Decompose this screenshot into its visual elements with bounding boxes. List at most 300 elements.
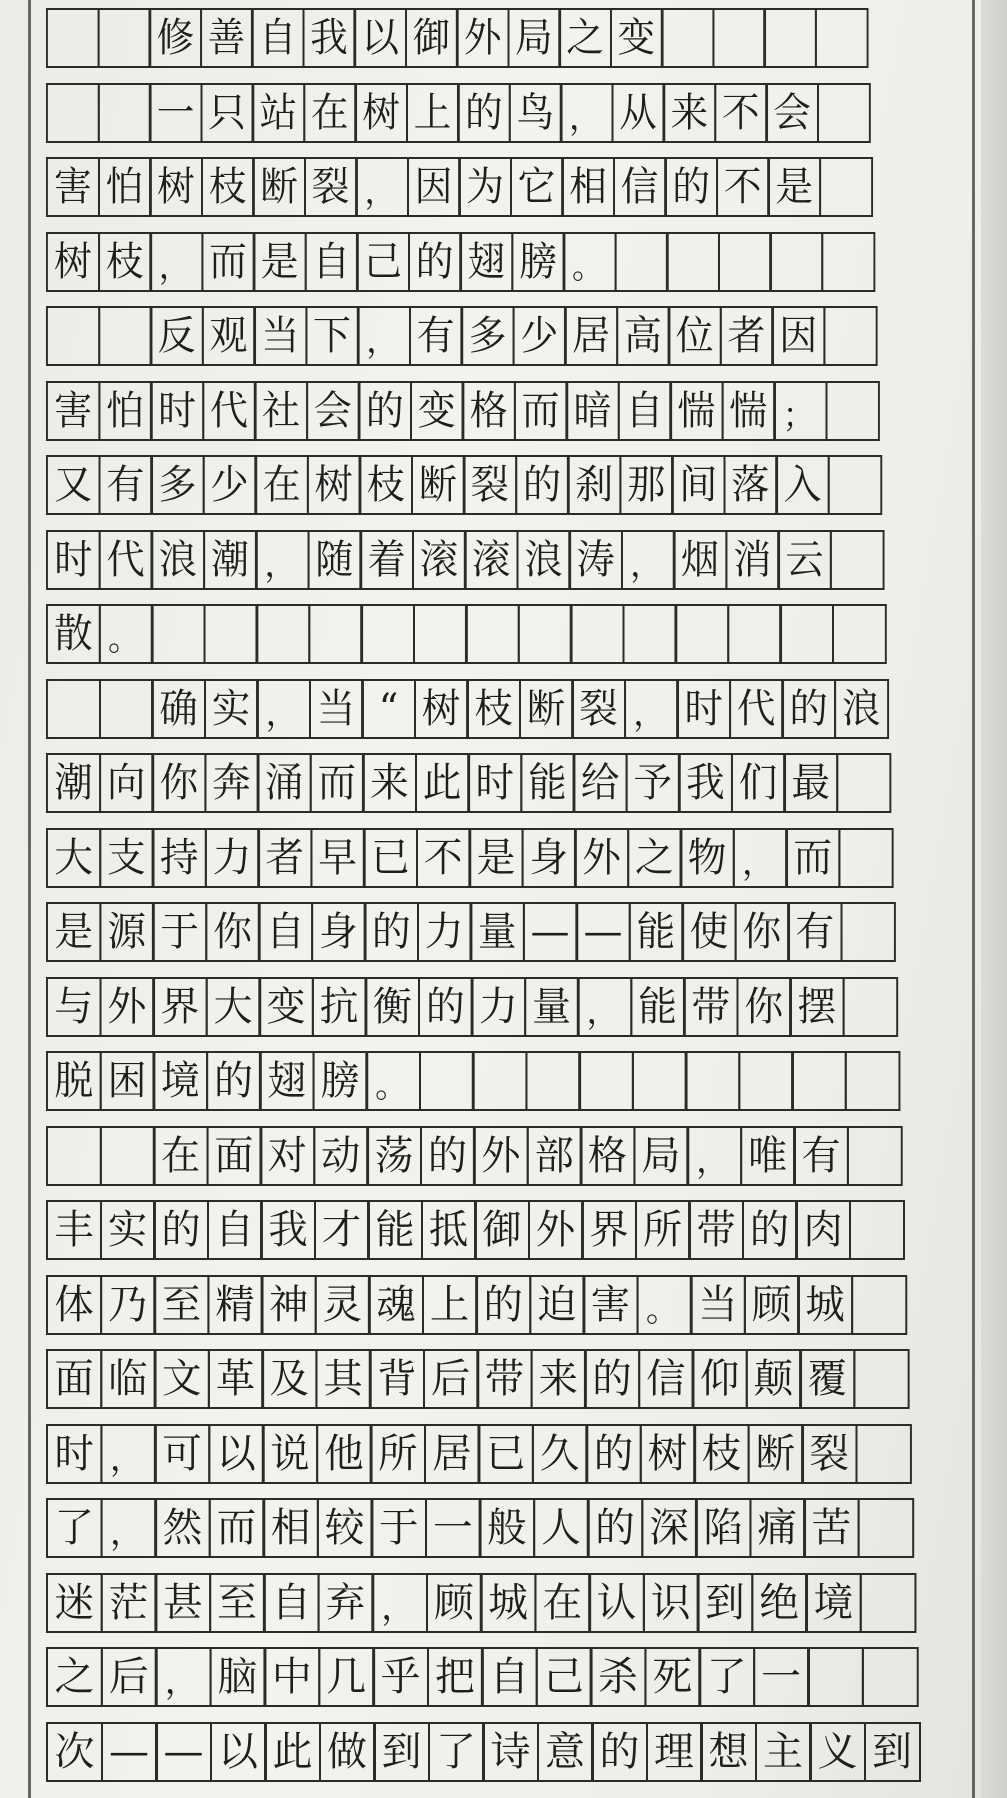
grid-cell: 断 xyxy=(252,157,306,217)
grid-cell xyxy=(631,1051,687,1111)
grid-cell: 的 xyxy=(420,1126,476,1186)
grid-cell xyxy=(738,1051,794,1111)
grid-cell: 使 xyxy=(681,902,736,962)
grid-cell: 断 xyxy=(411,455,465,515)
grid-cell xyxy=(525,1051,581,1111)
grid-cell: 诗 xyxy=(482,1722,539,1782)
grid-cell: ， xyxy=(149,232,203,292)
grid-cell: ， xyxy=(577,977,633,1037)
grid-cell: 代 xyxy=(729,679,784,739)
grid-cell xyxy=(840,902,895,962)
grid-cell: 他 xyxy=(316,1424,372,1484)
grid-cell: 部 xyxy=(526,1126,582,1186)
grid-cell: 次 xyxy=(46,1722,103,1782)
grid-cell: 几 xyxy=(318,1647,375,1707)
grid-cell: 茫 xyxy=(100,1573,157,1633)
grid-cell xyxy=(819,157,873,217)
grid-cell: 在 xyxy=(254,455,308,515)
grid-cell xyxy=(666,232,720,292)
grid-cell: 站 xyxy=(251,83,305,143)
grid-cell: 一 xyxy=(425,1498,482,1558)
grid-row xyxy=(46,1498,951,1558)
grid-cell: 少 xyxy=(202,455,256,515)
grid-cell: 乎 xyxy=(372,1647,429,1707)
grid-cell: 奔 xyxy=(204,753,259,813)
grid-cell: 覆 xyxy=(799,1349,855,1409)
grid-cell: — xyxy=(155,1722,212,1782)
grid-cell: 了 xyxy=(698,1647,755,1707)
grid-cell: 界 xyxy=(152,977,208,1037)
grid-cell xyxy=(151,604,206,664)
grid-cell xyxy=(413,604,468,664)
grid-cell xyxy=(829,530,884,590)
grid-cell: — xyxy=(575,902,630,962)
grid-cell: 的 xyxy=(364,902,419,962)
grid-cell: 甚 xyxy=(154,1573,211,1633)
grid-cell: 人 xyxy=(533,1498,590,1558)
grid-cell: 能 xyxy=(367,1200,423,1260)
grid-cell xyxy=(718,232,772,292)
grid-cell: 然 xyxy=(154,1498,211,1558)
grid-cell: 境 xyxy=(805,1573,862,1633)
grid-cell: 的 xyxy=(418,977,474,1037)
grid-cell: 刹 xyxy=(567,455,621,515)
grid-cell: 涌 xyxy=(257,753,312,813)
grid-cell: 局 xyxy=(507,8,561,68)
grid-cell: 一 xyxy=(753,1647,810,1707)
grid-cell: 相 xyxy=(262,1498,319,1558)
grid-cell: 而 xyxy=(208,1498,265,1558)
grid-cell: 自 xyxy=(263,1573,320,1633)
grid-cell: ， xyxy=(371,1573,428,1633)
grid-cell: 至 xyxy=(153,1275,209,1335)
grid-cell: 翅 xyxy=(259,1051,315,1111)
grid-cell: 又 xyxy=(46,455,100,515)
grid-cell: 脱 xyxy=(46,1051,102,1111)
grid-cell: 肉 xyxy=(795,1200,851,1260)
grid-cell: 在 xyxy=(303,83,357,143)
grid-cell: 随 xyxy=(307,530,362,590)
grid-cell: 以 xyxy=(210,1722,267,1782)
grid-cell: 不 xyxy=(716,157,770,217)
grid-cell: 带 xyxy=(688,1200,744,1260)
grid-cell xyxy=(46,8,100,68)
grid-cell: 精 xyxy=(207,1275,263,1335)
grid-cell: 持 xyxy=(152,828,207,888)
grid-cell: 因 xyxy=(407,157,461,217)
grid-cell: 时 xyxy=(467,753,522,813)
grid-cell: 树 xyxy=(46,232,100,292)
grid-cell xyxy=(823,306,877,366)
grid-row xyxy=(46,1200,941,1260)
grid-cell: 那 xyxy=(619,455,673,515)
grid-cell: 散 xyxy=(46,604,101,664)
grid-cell: 御 xyxy=(474,1200,530,1260)
grid-cell: 的 xyxy=(587,1498,644,1558)
grid-cell: 大 xyxy=(46,828,101,888)
grid-cell: ， xyxy=(255,530,310,590)
grid-cell: 神 xyxy=(261,1275,317,1335)
grid-cell: 着 xyxy=(359,530,414,590)
grid-cell: 枝 xyxy=(359,455,413,515)
grid-cell: 代 xyxy=(202,381,256,441)
grid-cell xyxy=(853,1349,909,1409)
grid-cell: 会 xyxy=(306,381,360,441)
grid-cell: 当 xyxy=(690,1275,746,1335)
grid-cell xyxy=(825,381,879,441)
grid-cell xyxy=(727,604,782,664)
grid-cell xyxy=(99,1126,155,1186)
grid-cell: 它 xyxy=(510,157,564,217)
grid-cell xyxy=(814,8,868,68)
grid-cell: 鸟 xyxy=(508,83,562,143)
grid-cell: 己 xyxy=(356,232,410,292)
grid-cell: ， xyxy=(100,1498,157,1558)
grid-cell: 迫 xyxy=(529,1275,585,1335)
writing-grid xyxy=(46,8,958,1796)
grid-cell: 。 xyxy=(563,232,617,292)
grid-cell: 了 xyxy=(46,1498,103,1558)
grid-cell: 外 xyxy=(473,1126,529,1186)
grid-cell: 界 xyxy=(581,1200,637,1260)
grid-cell: 较 xyxy=(316,1498,373,1558)
grid-cell: 了 xyxy=(428,1722,485,1782)
grid-cell: 消 xyxy=(725,530,780,590)
grid-cell: 之 xyxy=(627,828,682,888)
grid-cell: 为 xyxy=(458,157,512,217)
grid-cell: 最 xyxy=(783,753,838,813)
grid-cell: 体 xyxy=(46,1275,102,1335)
grid-cell: 来 xyxy=(530,1349,586,1409)
grid-cell: 树 xyxy=(414,679,469,739)
grid-cell xyxy=(46,306,100,366)
grid-cell: 唯 xyxy=(740,1126,796,1186)
grid-cell: 的 xyxy=(153,1200,209,1260)
grid-cell: ， xyxy=(100,1424,156,1484)
grid-cell: 自 xyxy=(207,1200,263,1260)
grid-cell: 城 xyxy=(480,1573,537,1633)
grid-cell: 信 xyxy=(613,157,667,217)
grid-cell: 中 xyxy=(263,1647,320,1707)
grid-cell: 断 xyxy=(747,1424,803,1484)
grid-cell xyxy=(46,1126,102,1186)
grid-cell xyxy=(849,1200,905,1260)
grid-cell: 在 xyxy=(534,1573,591,1633)
grid-cell: 自 xyxy=(481,1647,538,1707)
grid-cell: 灵 xyxy=(314,1275,370,1335)
grid-cell: 境 xyxy=(152,1051,208,1111)
grid-cell: 源 xyxy=(99,902,154,962)
grid-row xyxy=(46,828,929,888)
grid-cell: — xyxy=(522,902,577,962)
grid-cell xyxy=(661,8,715,68)
grid-cell: 与 xyxy=(46,977,102,1037)
grid-cell: 不 xyxy=(416,828,471,888)
grid-cell: 断 xyxy=(519,679,574,739)
grid-cell: 识 xyxy=(642,1573,699,1633)
grid-cell: 力 xyxy=(417,902,472,962)
grid-row xyxy=(46,604,922,664)
grid-cell: 浪 xyxy=(150,530,205,590)
grid-cell: 向 xyxy=(99,753,154,813)
grid-cell: 是 xyxy=(767,157,821,217)
grid-cell: 枝 xyxy=(693,1424,749,1484)
grid-cell: 从 xyxy=(611,83,665,143)
grid-row xyxy=(46,306,913,366)
grid-cell: 多 xyxy=(460,306,514,366)
grid-cell: 城 xyxy=(797,1275,853,1335)
grid-cell: 多 xyxy=(150,455,204,515)
grid-cell: 外 xyxy=(99,977,155,1037)
grid-cell: 代 xyxy=(98,530,153,590)
grid-cell: 信 xyxy=(638,1349,694,1409)
grid-cell: 怕 xyxy=(98,157,152,217)
grid-row xyxy=(46,902,932,962)
grid-cell: 所 xyxy=(370,1424,426,1484)
grid-cell xyxy=(857,1498,914,1558)
grid-cell: 翅 xyxy=(459,232,513,292)
grid-cell: 能 xyxy=(628,902,683,962)
grid-cell: 量 xyxy=(524,977,580,1037)
grid-cell: 此 xyxy=(415,753,470,813)
grid-cell xyxy=(360,604,415,664)
grid-row xyxy=(46,1051,937,1111)
grid-cell xyxy=(817,83,871,143)
grid-cell: 摆 xyxy=(789,977,845,1037)
grid-cell: 裂 xyxy=(463,455,517,515)
grid-cell: 。 xyxy=(98,604,153,664)
grid-cell xyxy=(97,83,151,143)
grid-cell: 到 xyxy=(697,1573,754,1633)
grid-cell: 害 xyxy=(582,1275,638,1335)
grid-row xyxy=(46,8,903,68)
grid-cell: 间 xyxy=(671,455,725,515)
grid-cell: 顾 xyxy=(743,1275,799,1335)
grid-cell: 位 xyxy=(668,306,722,366)
grid-cell: 予 xyxy=(625,753,680,813)
grid-cell: 及 xyxy=(261,1349,317,1409)
grid-cell: 乃 xyxy=(100,1275,156,1335)
grid-cell: 们 xyxy=(730,753,785,813)
grid-cell: 修 xyxy=(148,8,202,68)
grid-cell: ， xyxy=(355,157,409,217)
grid-cell: 上 xyxy=(422,1275,478,1335)
grid-cell: 我 xyxy=(260,1200,316,1260)
grid-cell: 到 xyxy=(373,1722,430,1782)
grid-cell: ； xyxy=(773,381,827,441)
grid-cell: 者 xyxy=(719,306,773,366)
grid-cell: 树 xyxy=(149,157,203,217)
grid-cell: ， xyxy=(256,679,311,739)
grid-cell: 实 xyxy=(100,1200,156,1260)
grid-cell: 所 xyxy=(635,1200,691,1260)
grid-cell: 临 xyxy=(100,1349,156,1409)
grid-cell: 义 xyxy=(809,1722,866,1782)
grid-cell: 局 xyxy=(633,1126,689,1186)
grid-cell: 枝 xyxy=(201,157,255,217)
grid-cell: 迷 xyxy=(46,1573,103,1633)
grid-cell: 裂 xyxy=(304,157,358,217)
grid-cell: 的 xyxy=(475,1275,531,1335)
grid-cell: 膀 xyxy=(511,232,565,292)
grid-cell xyxy=(674,604,729,664)
grid-cell: 来 xyxy=(662,83,716,143)
grid-cell xyxy=(769,232,823,292)
grid-cell: 带 xyxy=(683,977,739,1037)
grid-cell: 的 xyxy=(585,1424,641,1484)
grid-cell: 到 xyxy=(864,1722,921,1782)
grid-cell: 你 xyxy=(151,753,206,813)
grid-cell xyxy=(570,604,625,664)
grid-cell: 杀 xyxy=(590,1647,647,1707)
grid-cell: 大 xyxy=(205,977,261,1037)
grid-cell: 树 xyxy=(639,1424,695,1484)
grid-cell: 居 xyxy=(424,1424,480,1484)
grid-cell: 理 xyxy=(646,1722,703,1782)
grid-cell: 于 xyxy=(152,902,207,962)
grid-cell: 当 xyxy=(253,306,307,366)
grid-cell: 说 xyxy=(262,1424,318,1484)
grid-cell xyxy=(472,1051,528,1111)
grid-cell: 树 xyxy=(306,455,360,515)
grid-cell: 一 xyxy=(149,83,203,143)
grid-row xyxy=(46,1275,944,1335)
grid-cell xyxy=(838,828,893,888)
grid-cell: 弃 xyxy=(317,1573,374,1633)
grid-cell xyxy=(622,604,677,664)
grid-cell: 浪 xyxy=(516,530,571,590)
grid-cell: 此 xyxy=(264,1722,321,1782)
grid-cell: 面 xyxy=(46,1349,102,1409)
grid-cell: 的 xyxy=(584,1349,640,1409)
grid-cell: 量 xyxy=(469,902,524,962)
grid-cell: 物 xyxy=(680,828,735,888)
grid-cell xyxy=(859,1573,916,1633)
grid-cell: ， xyxy=(560,83,614,143)
grid-cell: 我 xyxy=(678,753,733,813)
grid-cell xyxy=(685,1051,741,1111)
grid-cell: 般 xyxy=(479,1498,536,1558)
grid-cell: 惴 xyxy=(721,381,775,441)
grid-cell: 脑 xyxy=(209,1647,266,1707)
grid-row xyxy=(46,753,927,813)
grid-cell: 绝 xyxy=(751,1573,808,1633)
grid-cell: 力 xyxy=(204,828,259,888)
grid-cell: 潮 xyxy=(46,753,101,813)
grid-cell: 身 xyxy=(311,902,366,962)
grid-cell xyxy=(844,1051,900,1111)
grid-cell: 的 xyxy=(206,1051,262,1111)
grid-cell xyxy=(46,679,101,739)
grid-cell: 下 xyxy=(305,306,359,366)
grid-cell: 御 xyxy=(405,8,459,68)
grid-cell xyxy=(308,604,363,664)
grid-cell: — xyxy=(101,1722,158,1782)
grid-cell: 时 xyxy=(46,1424,102,1484)
grid-cell: 痛 xyxy=(749,1498,806,1558)
grid-cell: 己 xyxy=(535,1647,592,1707)
grid-row xyxy=(46,455,918,515)
grid-cell: 时 xyxy=(676,679,731,739)
grid-cell: 实 xyxy=(204,679,259,739)
grid-cell: 有 xyxy=(787,902,842,962)
left-margin-line xyxy=(28,0,31,1798)
grid-cell xyxy=(779,604,834,664)
grid-cell: 落 xyxy=(723,455,777,515)
grid-cell: ， xyxy=(624,679,679,739)
grid-cell: 树 xyxy=(354,83,408,143)
grid-cell: 已 xyxy=(363,828,418,888)
grid-cell: 确 xyxy=(151,679,206,739)
grid-cell xyxy=(203,604,258,664)
grid-cell: 当 xyxy=(309,679,364,739)
grid-cell: 你 xyxy=(734,902,789,962)
grid-cell: 对 xyxy=(259,1126,315,1186)
grid-cell xyxy=(827,455,881,515)
grid-cell: 的 xyxy=(591,1722,648,1782)
grid-cell: 给 xyxy=(573,753,628,813)
grid-cell: 的 xyxy=(358,381,412,441)
grid-cell: 高 xyxy=(616,306,670,366)
grid-cell: 自 xyxy=(258,902,313,962)
grid-cell: 有 xyxy=(409,306,463,366)
grid-row xyxy=(46,679,925,739)
grid-cell: ， xyxy=(155,1647,212,1707)
grid-cell: 至 xyxy=(209,1573,266,1633)
grid-row xyxy=(46,1126,939,1186)
grid-cell xyxy=(419,1051,475,1111)
grid-row xyxy=(46,1349,946,1409)
grid-row xyxy=(46,1424,949,1484)
grid-cell xyxy=(861,1647,918,1707)
right-margin-line xyxy=(972,0,975,1798)
grid-cell: 不 xyxy=(714,83,768,143)
grid-cell: 的 xyxy=(664,157,718,217)
grid-cell: 想 xyxy=(700,1722,757,1782)
grid-cell: 其 xyxy=(315,1349,371,1409)
grid-cell: 顾 xyxy=(426,1573,483,1633)
grid-cell: 把 xyxy=(427,1647,484,1707)
grid-cell: 暗 xyxy=(565,381,619,441)
grid-cell: 可 xyxy=(154,1424,210,1484)
grid-cell: 苦 xyxy=(803,1498,860,1558)
grid-row xyxy=(46,157,908,217)
grid-row xyxy=(46,977,934,1037)
grid-cell: 的 xyxy=(408,232,462,292)
grid-cell: 居 xyxy=(564,306,618,366)
grid-cell xyxy=(46,83,100,143)
grid-cell: 做 xyxy=(319,1722,376,1782)
grid-cell: 会 xyxy=(765,83,819,143)
grid-cell: 的 xyxy=(781,679,836,739)
grid-cell: 主 xyxy=(755,1722,812,1782)
grid-cell: 入 xyxy=(775,455,829,515)
grid-cell xyxy=(851,1275,907,1335)
grid-cell: 能 xyxy=(520,753,575,813)
grid-row xyxy=(46,83,906,143)
grid-cell xyxy=(791,1051,847,1111)
grid-cell: 格 xyxy=(580,1126,636,1186)
grid-cell: 裂 xyxy=(801,1424,857,1484)
grid-cell: 变 xyxy=(258,977,314,1037)
grid-cell: 有 xyxy=(98,455,152,515)
grid-cell: 自 xyxy=(304,232,358,292)
grid-cell: 是 xyxy=(46,902,101,962)
grid-cell: 因 xyxy=(771,306,825,366)
grid-cell: 自 xyxy=(617,381,671,441)
grid-cell: ， xyxy=(621,530,676,590)
grid-cell: 革 xyxy=(207,1349,263,1409)
